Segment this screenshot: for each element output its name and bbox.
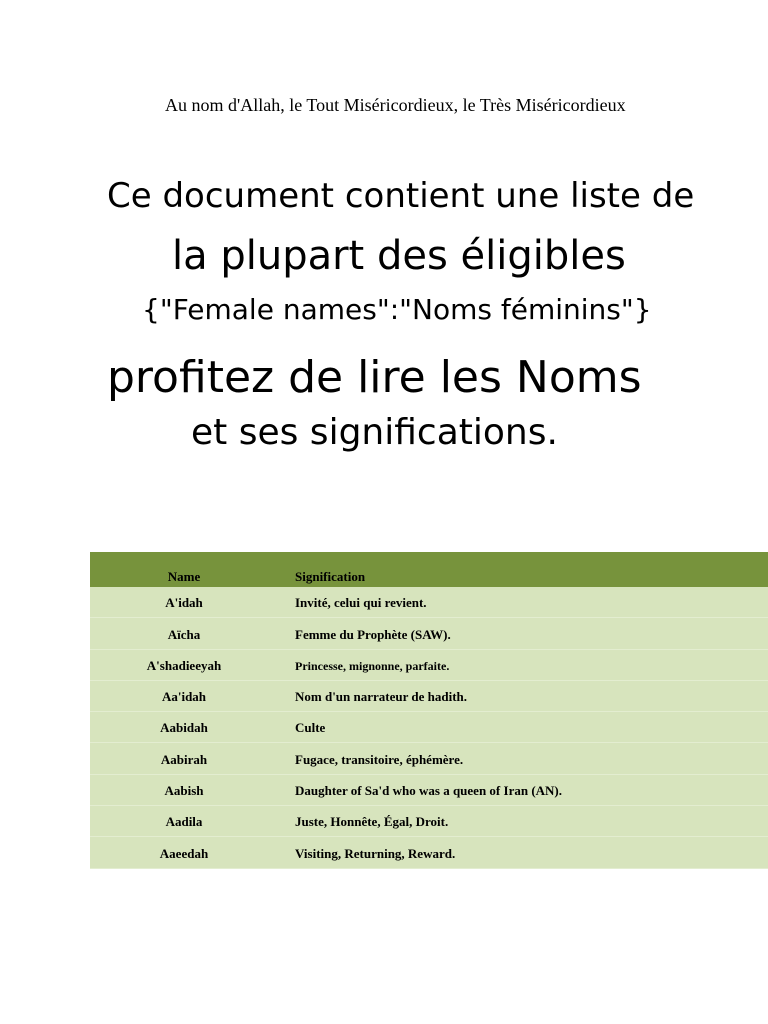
intro-line-2: la plupart des éligibles bbox=[172, 233, 626, 279]
table-row bbox=[90, 743, 768, 774]
name-cell: Aadila bbox=[165, 814, 203, 830]
column-header-signification: Signification bbox=[295, 569, 366, 584]
table-header-row bbox=[90, 552, 768, 587]
name-cell: Aabirah bbox=[160, 751, 208, 767]
intro-line-1: Ce document contient une liste de bbox=[107, 176, 695, 216]
name-cell: A'idah bbox=[165, 595, 203, 611]
name-cell: Aaeedah bbox=[159, 845, 209, 861]
table-row bbox=[90, 618, 768, 649]
intro-line-5: et ses significations. bbox=[191, 412, 558, 453]
signification-cell: Princesse, mignonne, parfaite. bbox=[295, 658, 450, 673]
signification-cell: Femme du Prophète (SAW). bbox=[295, 626, 451, 642]
signification-cell: Culte bbox=[295, 720, 326, 736]
column-header-name: Name bbox=[167, 569, 201, 584]
signification-cell: Visiting, Returning, Reward. bbox=[295, 845, 456, 861]
intro-line-4: profitez de lire les Noms bbox=[107, 352, 642, 403]
signification-cell: Fugace, transitoire, éphémère. bbox=[295, 751, 464, 767]
table-row bbox=[90, 587, 768, 618]
table-row bbox=[90, 681, 768, 712]
table-row bbox=[90, 806, 768, 837]
table-row bbox=[90, 712, 768, 743]
basmala-heading: Au nom d'Allah, le Tout Miséricordieux, le Très Miséricordieux bbox=[165, 95, 626, 115]
names-table bbox=[90, 552, 768, 869]
table-row bbox=[90, 775, 768, 806]
name-cell: Aabish bbox=[164, 783, 204, 799]
table-row bbox=[90, 837, 768, 868]
table-row bbox=[90, 650, 768, 681]
intro-line-3: {"Female names":"Noms féminins"} bbox=[142, 293, 652, 326]
name-cell: Aïcha bbox=[167, 626, 201, 642]
signification-cell: Juste, Honnête, Égal, Droit. bbox=[295, 814, 449, 830]
signification-cell: Invité, celui qui revient. bbox=[295, 595, 427, 611]
name-cell: A'shadieeyah bbox=[146, 657, 222, 673]
name-cell: Aabidah bbox=[160, 720, 208, 736]
signification-cell: Daughter of Sa'd who was a queen of Iran (AN). bbox=[295, 783, 563, 799]
name-cell: Aa'idah bbox=[161, 689, 207, 705]
signification-cell: Nom d'un narrateur de hadith. bbox=[295, 689, 468, 705]
